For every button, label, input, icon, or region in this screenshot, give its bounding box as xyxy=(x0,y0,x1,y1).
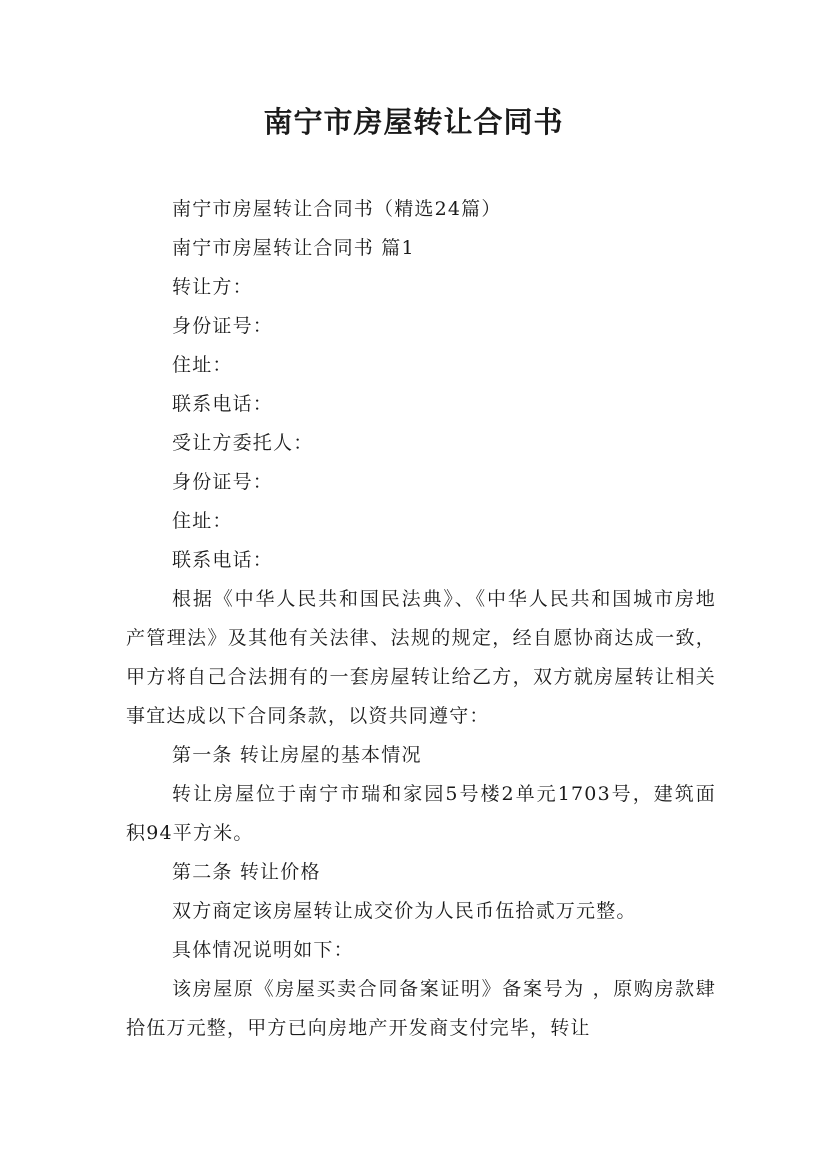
paragraph: 南宁市房屋转让合同书 篇1 xyxy=(172,237,415,259)
paragraph: 双方商定该房屋转让成交价为人民币伍拾贰万元整。 xyxy=(172,900,637,922)
paragraph: 转让房屋位于南宁市瑞和家园5号楼2单元1703号，建筑面积94平方米。 xyxy=(126,783,716,844)
paragraph: 第一条 转让房屋的基本情况 xyxy=(172,744,422,766)
paragraph: 受让方委托人： xyxy=(172,432,314,454)
paragraph: 南宁市房屋转让合同书（精选24篇） xyxy=(172,198,502,220)
paragraph: 第二条 转让价格 xyxy=(172,861,321,883)
paragraph: 转让方： xyxy=(172,276,253,298)
paragraph: 身份证号： xyxy=(172,471,274,493)
paragraph: 身份证号： xyxy=(172,315,274,337)
paragraph: 联系电话： xyxy=(172,549,274,571)
paragraph: 根据《中华人民共和国民法典》、《中华人民共和国城市房地产管理法》及其他有关法律、法规的规定，经自愿协商达成一致，甲方将自己合法拥有的一套房屋转让给乙方，双方就房屋转让相关事宜达成以下合同条款，以资共同遵守： xyxy=(126,588,716,727)
document-body xyxy=(126,190,716,1048)
document-title: 南宁市房屋转让合同书 xyxy=(263,105,564,139)
paragraph: 住址： xyxy=(172,354,233,376)
paragraph: 联系电话： xyxy=(172,393,274,415)
paragraph: 住址： xyxy=(172,510,233,532)
paragraph: 该房屋原《房屋买卖合同备案证明》备案号为 ，原购房款肆拾伍万元整，甲方已向房地产开发商支付完毕，转让 xyxy=(126,978,716,1039)
paragraph: 具体情况说明如下： xyxy=(172,939,354,961)
